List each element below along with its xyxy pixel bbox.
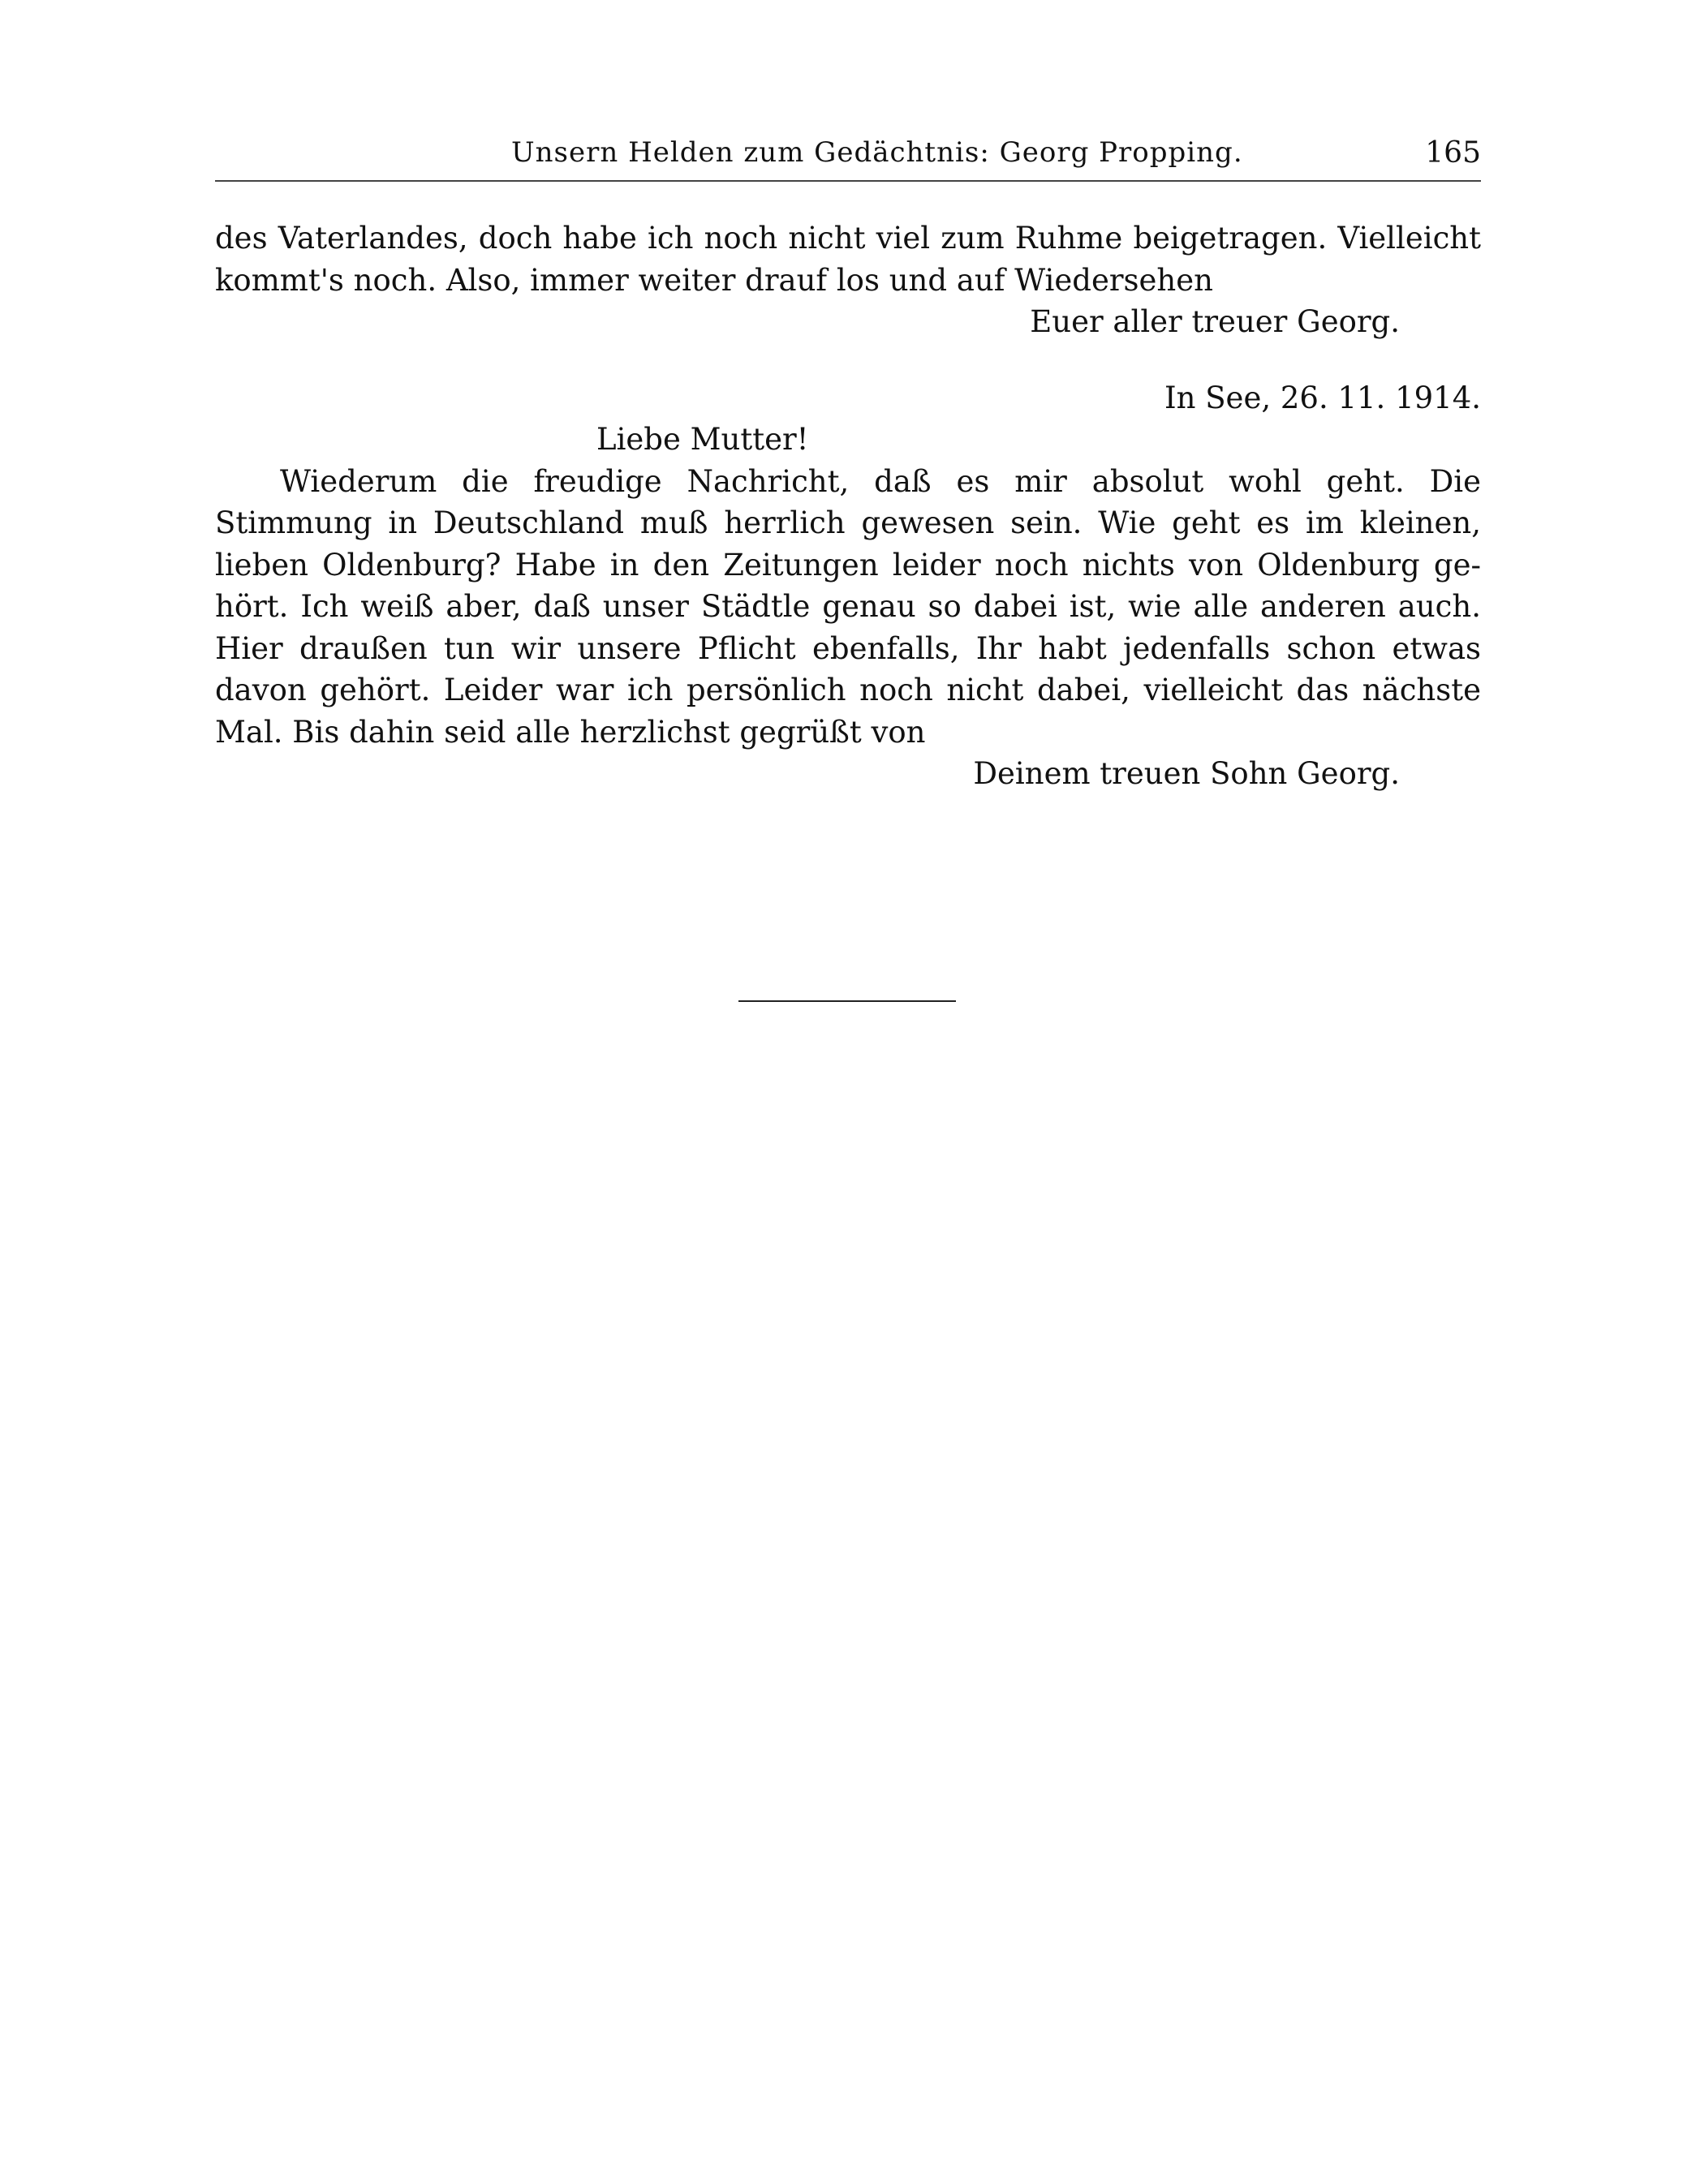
running-title: Unsern Helden zum Gedächtnis: Georg Propping.	[511, 136, 1243, 169]
letter2-line: davon gehört. Leider war ich persönlich noch nicht dabei, vielleicht das nächste	[215, 673, 1481, 707]
letter2-dateline: In See, 26. 11. 1914.	[1164, 380, 1481, 415]
letter2-line: lieben Oldenburg? Habe in den Zeitungen leider noch nichts von Oldenburg ge-	[215, 547, 1481, 583]
letter2-line: Wiederum die freudige Nachricht, daß es mir absolut wohl geht. Die	[280, 463, 1481, 499]
letter1-signoff: Euer aller treuer Georg.	[1030, 304, 1400, 339]
letter1-line: kommt's noch. Also, immer weiter drauf los und auf Wiedersehen	[215, 262, 1213, 298]
letter2-line: Stimmung in Deutschland muß herrlich gewesen sein. Wie geht es im kleinen,	[215, 505, 1481, 540]
body-text	[215, 217, 1481, 795]
letter2-line: Mal. Bis dahin seid alle herzlichst gegrüßt von	[215, 714, 926, 750]
letter2-salutation: Liebe Mutter!	[596, 422, 809, 457]
letter2-line: hört. Ich weiß aber, daß unser Städtle genau so dabei ist, wie alle anderen auch.	[215, 589, 1481, 624]
page-number: 165	[1425, 136, 1481, 170]
letter2-line: Hier draußen tun wir unsere Pflicht ebenfalls, Ihr habt jedenfalls schon etwas	[215, 630, 1481, 666]
running-head	[215, 136, 1481, 177]
header-rule	[215, 180, 1481, 182]
letter1-line: des Vaterlandes, doch habe ich noch nicht viel zum Ruhme beigetragen. Vielleicht	[215, 221, 1481, 256]
end-rule	[738, 1000, 956, 1002]
letter2-signoff: Deinem treuen Sohn Georg.	[973, 756, 1400, 791]
